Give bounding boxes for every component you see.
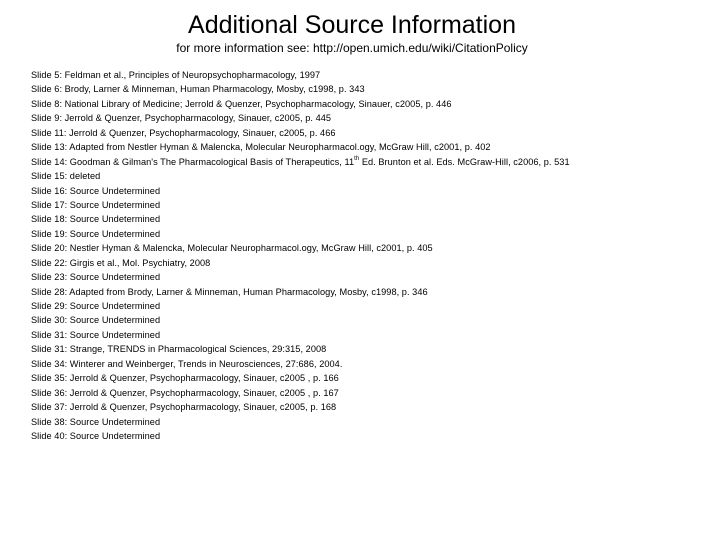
page-title: Additional Source Information	[188, 11, 516, 39]
page-subtitle: for more information see: http://open.umich.edu/wiki/CitationPolicy	[176, 41, 528, 55]
source-item: Slide 6: Brody, Larner & Minneman, Human Pharmacology, Mosby, c1998, p. 343	[31, 84, 365, 95]
source-item: Slide 35: Jerrold & Quenzer, Psychopharmacology, Sinauer, c2005 , p. 166	[31, 373, 339, 384]
source-item: Slide 30: Source Undetermined	[31, 315, 161, 326]
source-item: Slide 20: Nestler Hyman & Malencka, Molecular Neuropharmacol.ogy, McGraw Hill, c2001, p. 405	[31, 243, 433, 254]
source-item: Slide 31: Source Undetermined	[31, 329, 161, 340]
source-item: Slide 5: Feldman et al., Principles of Neuropsychopharmacology, 1997	[31, 70, 321, 80]
source-item: Slide 29: Source Undetermined	[31, 301, 161, 311]
source-item: Slide 37: Jerrold & Quenzer, Psychopharmacology, Sinauer, c2005, p. 168	[31, 402, 337, 413]
source-item: Slide 28: Adapted from Brody, Larner & Minneman, Human Pharmacology, Mosby, c1998, p. 346	[31, 286, 428, 297]
source-item: Slide 18: Source Undetermined	[31, 214, 161, 225]
source-item: Slide 31: Strange, TRENDS in Pharmacological Sciences, 29:315, 2008	[31, 344, 327, 355]
source-item: Slide 38: Source Undetermined	[31, 416, 161, 427]
source-item: Slide 40: Source Undetermined	[31, 430, 161, 441]
source-list	[31, 68, 716, 443]
source-item: Slide 8: National Library of Medicine; Jerrold & Quenzer, Psychopharmacology, Sinauer, c2005, p. 446	[31, 98, 452, 109]
source-item: Slide 34: Winterer and Weinberger, Trends in Neurosciences, 27:686, 2004.	[31, 358, 343, 369]
source-item: Slide 22: Girgis et al., Mol. Psychiatry, 2008	[31, 257, 211, 268]
source-item: Slide 36: Jerrold & Quenzer, Psychopharmacology, Sinauer, c2005 , p. 167	[31, 387, 339, 398]
ordinal-suffix: th	[354, 155, 360, 162]
source-item: Slide 11: Jerrold & Quenzer, Psychopharmacology, Sinauer, c2005, p. 466	[31, 127, 336, 138]
source-item: Slide 17: Source Undetermined	[31, 199, 161, 210]
source-item: Slide 13: Adapted from Nestler Hyman & Malencka, Molecular Neuropharmacol.ogy, McGraw Hill, c2001, p. 402	[31, 142, 491, 153]
source-item: Slide 14: Goodman & Gilman's The Pharmacological Basis of Therapeutics, 11th Ed. Brunton et al. Eds. McGraw-Hill, c2006, p. 531	[31, 155, 570, 167]
source-item: Slide 16: Source Undetermined	[31, 185, 161, 196]
source-item: Slide 15: deleted	[31, 171, 101, 182]
source-item: Slide 23: Source Undetermined	[31, 272, 161, 283]
source-item: Slide 9: Jerrold & Quenzer, Psychopharmacology, Sinauer, c2005, p. 445	[31, 113, 332, 124]
source-item: Slide 19: Source Undetermined	[31, 228, 161, 239]
